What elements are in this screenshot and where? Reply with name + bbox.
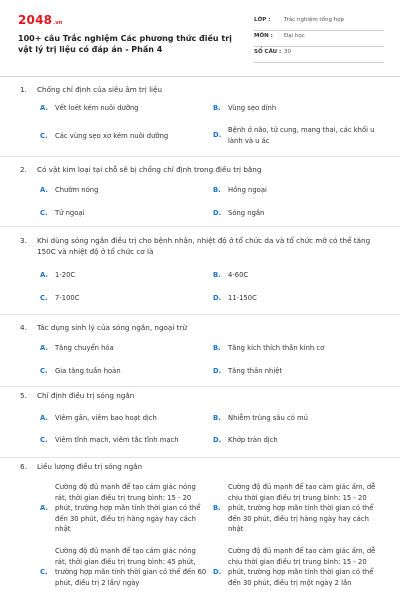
question-number: 1. [20,85,27,94]
option-letter: A. [40,414,48,422]
meta-label: SỐ CÂU : [254,49,282,55]
option-text: Viêm gân, viêm bao hoạt dịch [55,414,157,422]
question-4 [0,315,400,387]
option-letter: B. [213,104,221,112]
meta-row-subject [254,31,384,47]
option-letter: D. [213,436,222,444]
option-text: Tăng kích thích thần kinh cơ [228,344,325,352]
document-header [0,0,400,77]
option-letter: A. [40,504,48,512]
meta-label: MÔN : [254,33,273,39]
question-prompt: Khi dùng sóng ngắn điều trị cho bệnh nhân, nhiệt độ ở tổ chức da và tổ chức mỡ có thể tăng 150C và nhiệt độ ở tổ chức cơ là [37,236,371,256]
meta-row-count [254,47,384,63]
option-letter: C. [40,436,48,444]
option-text: Cường độ đủ mạnh để tạo cảm giác nóng rát, thời gian điều trị trung bình: 45 phút, trường hợp mãn tính thời gian có thể đến 60 phút, điều trị 2 lần/ ngày [55,547,207,587]
meta-value: Đại học [284,33,305,39]
question-number: 2. [20,165,27,174]
question-number: 3. [20,236,27,245]
question-prompt: Chỉ định điều trị sóng ngắn [37,391,135,400]
option-text: Hồng ngoại [228,186,267,194]
question-prompt: Chống chỉ định của siêu âm trị liệu [37,85,163,94]
option-letter: D. [213,568,222,576]
option-letter: B. [213,344,221,352]
question-text [20,390,134,401]
question-text [20,235,380,257]
question-6 [0,458,400,600]
logo-domain: .vn [53,20,63,26]
option-letter: B. [213,186,221,194]
option-letter: A. [40,104,48,112]
question-2 [0,157,400,227]
option-letter: C. [40,367,48,375]
option-letter: A. [40,186,48,194]
meta-row-class [254,15,384,31]
option-letter: C. [40,132,48,140]
option-letter: D. [213,209,222,217]
meta-label: LỚP : [254,17,271,23]
option-letter: D. [213,367,222,375]
option-letter: B. [213,504,221,512]
option-text: Cường độ đủ mạnh để tạo cảm giác ấm, dễ chịu thời gian điều trị trung bình: 15 - 20 phút, trường hợp mãn tính thời gian có thể đến 30 phút, điều trị hàng ngày hay cách nhật [228,483,376,533]
option-letter: D. [213,294,222,302]
option-text: Cường độ đủ mạnh để tạo cảm giác ấm, dễ chịu thời gian điều trị trung bình: 15 - 20 phút, trường hợp mãn tính thời gian có thể đến 30 phút, điều trị một ngày 2 lần [228,547,376,587]
option-text: Sóng ngắn [228,209,265,217]
question-prompt: Tác dụng sinh lý của sóng ngắn, ngoại trừ [37,323,187,332]
option-text: Khớp tràn dịch [228,436,278,444]
site-logo[interactable] [18,13,63,27]
option-letter: B. [213,271,221,279]
option-text: Bệnh ở não, tử cung, mang thai, các khối u lành và u ác [228,126,375,145]
document-meta [254,15,384,63]
question-prompt: Liều lượng điều trị sóng ngắn [37,462,143,471]
option-text: Tử ngoại [55,209,85,217]
meta-value: 30 [284,49,291,55]
option-text: 7-100C [55,294,80,302]
option-text: Tăng thân nhiệt [228,367,283,375]
question-number: 6. [20,462,27,471]
logo-text: 2048 [18,13,53,27]
option-text: Vết loét kém nuôi dưỡng [55,104,139,112]
option-text: Gia tăng tuần hoàn [55,367,121,375]
option-letter: C. [40,294,48,302]
option-text: Cường độ đủ mạnh để tạo cảm giác nóng rát, thời gian điều trị trung bình: 15 - 20 phút, trường hợp mãn tính thời gian có thể đến 30 phút, điều trị hàng ngày hay cách nhật [55,483,201,533]
document-title: 100+ câu Trắc nghiệm Các phương thức điều trị vật lý trị liệu có đáp án - Phần 4 [18,34,232,54]
option-letter: D. [213,131,222,139]
option-letter: C. [40,568,48,576]
question-text [20,84,162,95]
option-text: Vùng sẹo dính [228,104,277,112]
question-text [20,164,261,175]
meta-value: Trắc nghiệm tổng hợp [284,17,345,23]
question-prompt: Có vật kim loại tại chỗ sẽ bị chống chỉ định trong điều trị bằng [37,165,262,174]
option-text: Nhiễm trùng sâu có mủ [228,414,308,422]
question-3 [0,227,400,315]
option-letter: C. [40,209,48,217]
option-letter: A. [40,271,48,279]
option-letter: A. [40,344,48,352]
option-text: Viêm tĩnh mạch, viêm tắc tĩnh mạch [55,436,179,444]
option-text: 11-150C [228,294,257,302]
question-1 [0,76,400,156]
question-number: 5. [20,391,27,400]
option-text: 1-20C [55,271,76,279]
option-text: Tăng chuyển hóa [55,344,114,352]
option-letter: B. [213,414,221,422]
question-text [20,461,142,472]
question-text [20,322,187,333]
question-number: 4. [20,323,27,332]
option-text: Các vùng sẹo xơ kém nuôi dưỡng [55,132,169,140]
option-text: Chườm nóng [55,186,99,194]
option-text: 4-60C [228,271,249,279]
question-5 [0,387,400,459]
